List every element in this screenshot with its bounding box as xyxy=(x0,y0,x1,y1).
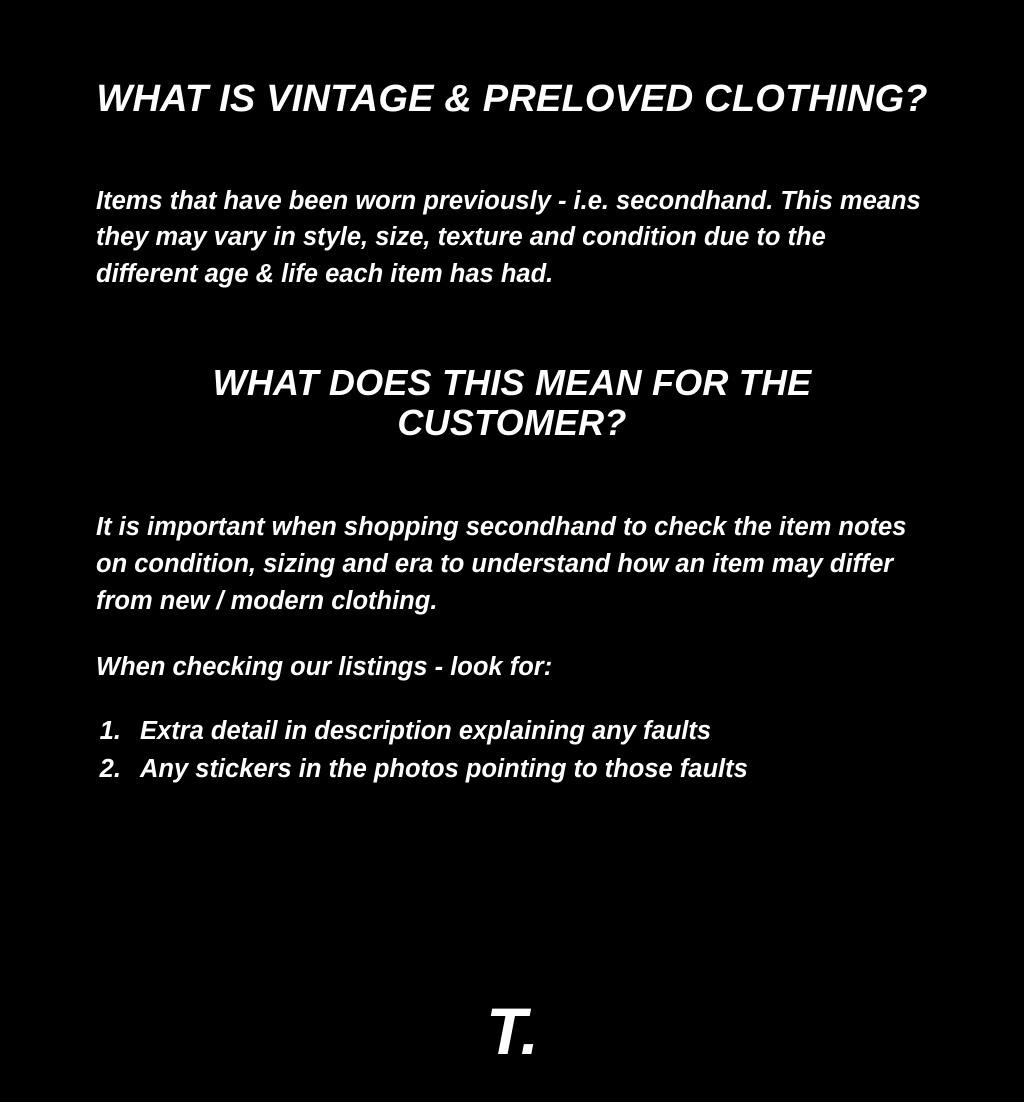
section-heading-customer: WHAT DOES THIS MEAN FOR THE CUSTOMER? xyxy=(212,361,812,444)
logo-text: T. xyxy=(486,994,538,1068)
slide-canvas xyxy=(0,78,1024,1102)
list-item: 2. Any stickers in the photos pointing to those faults xyxy=(128,750,1024,788)
faults-list xyxy=(0,712,1024,789)
list-item: 1. Extra detail in description explaining any faults xyxy=(128,712,1024,750)
brand-logo xyxy=(0,994,1024,1068)
customer-paragraph: It is important when shopping secondhand to check the item notes on condition, sizing and era to understand how an item may differ from new / modern clothing. xyxy=(96,513,907,615)
listings-prompt: When checking our listings - look for: xyxy=(96,653,553,682)
page-title: WHAT IS VINTAGE & PRELOVED CLOTHING? xyxy=(96,78,928,120)
intro-paragraph: Items that have been worn previously - i.e. secondhand. This means they may vary in style, size, texture and condition due to the different age & life each item has had. xyxy=(96,186,921,288)
